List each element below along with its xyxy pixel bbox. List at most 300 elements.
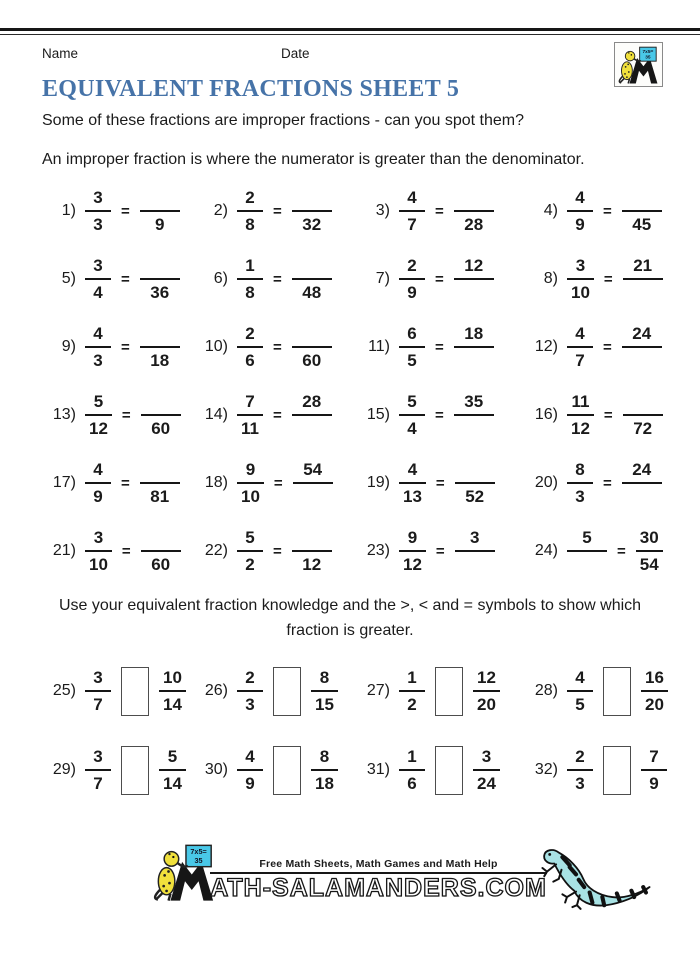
problem-number: 9) bbox=[61, 338, 76, 355]
fraction bbox=[85, 462, 111, 504]
board-text-line2: 35 bbox=[644, 55, 651, 61]
fraction-numerator: 2 bbox=[245, 668, 255, 688]
answer-blank-numerator[interactable] bbox=[140, 462, 180, 482]
fraction-denominator: 3 bbox=[245, 695, 255, 715]
equivalent-fraction-problem bbox=[524, 177, 682, 245]
fraction-numerator: 18 bbox=[464, 324, 484, 343]
problem-number: 20) bbox=[534, 474, 558, 491]
fraction bbox=[237, 258, 263, 300]
fraction bbox=[455, 462, 495, 504]
answer-blank-numerator[interactable] bbox=[292, 326, 332, 346]
fraction-numerator: 3 bbox=[93, 528, 104, 547]
answer-blank-denominator[interactable] bbox=[567, 552, 607, 572]
fraction bbox=[641, 747, 667, 794]
salamander-mascot-icon bbox=[153, 842, 217, 903]
fraction-denominator: 8 bbox=[245, 283, 255, 302]
problem-number: 22) bbox=[204, 542, 228, 559]
comparison-symbol-box[interactable] bbox=[273, 746, 301, 795]
comparison-symbol-box[interactable] bbox=[121, 667, 149, 716]
fraction-denominator: 11 bbox=[241, 419, 259, 438]
equals-sign: = bbox=[273, 542, 282, 560]
fraction-denominator: 5 bbox=[575, 695, 585, 715]
fraction-numerator: 28 bbox=[302, 392, 322, 411]
equals-sign: = bbox=[273, 338, 282, 356]
fraction-numerator: 11 bbox=[571, 392, 590, 411]
fraction-denominator: 15 bbox=[315, 695, 334, 715]
fraction-denominator: 20 bbox=[477, 695, 496, 715]
comparison-symbol-box[interactable] bbox=[435, 667, 463, 716]
comparison-symbol-box[interactable] bbox=[435, 746, 463, 795]
equivalent-fraction-problem bbox=[524, 449, 682, 517]
footer-logo-text bbox=[210, 858, 547, 902]
equivalent-fraction-problem bbox=[194, 245, 356, 313]
fraction bbox=[622, 190, 662, 232]
fraction-numerator: 1 bbox=[245, 256, 255, 275]
fraction-numerator: 3 bbox=[469, 528, 480, 547]
date-label: Date bbox=[281, 46, 310, 61]
fraction-denominator: 3 bbox=[93, 215, 103, 234]
compare-problem bbox=[194, 652, 356, 731]
fraction bbox=[85, 747, 111, 794]
fraction bbox=[140, 326, 180, 368]
fraction-numerator: 3 bbox=[575, 256, 586, 275]
equivalent-fraction-problem bbox=[194, 177, 356, 245]
equals-sign: = bbox=[121, 202, 130, 220]
equivalent-fraction-problem bbox=[42, 313, 194, 381]
equivalent-fraction-problem bbox=[356, 177, 524, 245]
fraction bbox=[399, 190, 425, 232]
fraction bbox=[454, 394, 494, 436]
fraction bbox=[311, 668, 338, 715]
equivalent-fraction-problem bbox=[194, 313, 356, 381]
answer-blank-numerator[interactable] bbox=[292, 530, 332, 550]
fraction bbox=[293, 462, 333, 504]
fraction bbox=[567, 530, 607, 572]
comparison-symbol-box[interactable] bbox=[603, 667, 631, 716]
footer-tagline: Free Math Sheets, Math Games and Math Help bbox=[259, 858, 498, 871]
fraction bbox=[237, 394, 263, 436]
fraction bbox=[141, 394, 181, 436]
fraction-denominator: 60 bbox=[302, 351, 322, 370]
answer-blank-numerator[interactable] bbox=[292, 190, 332, 210]
fraction-denominator: 72 bbox=[633, 419, 653, 438]
fraction-numerator: 4 bbox=[245, 747, 255, 767]
answer-blank-numerator[interactable] bbox=[455, 462, 495, 482]
fraction-numerator: 12 bbox=[464, 256, 484, 275]
fraction-denominator: 18 bbox=[150, 351, 170, 370]
problem-number: 15) bbox=[366, 406, 390, 423]
fraction bbox=[399, 747, 425, 794]
fraction-denominator: 12 bbox=[571, 419, 590, 438]
fraction-numerator: 16 bbox=[645, 668, 664, 688]
fraction-numerator: 10 bbox=[163, 668, 182, 688]
fraction-denominator: 9 bbox=[245, 774, 255, 794]
answer-blank-denominator[interactable] bbox=[454, 348, 494, 368]
compare-instruction-line2: fraction is greater. bbox=[286, 621, 414, 639]
compare-instruction bbox=[0, 594, 700, 644]
fraction-numerator: 4 bbox=[93, 324, 103, 343]
fraction bbox=[85, 190, 111, 232]
fraction bbox=[292, 530, 332, 572]
fraction-numerator: 24 bbox=[632, 460, 652, 479]
fraction bbox=[311, 747, 338, 794]
fraction-denominator: 36 bbox=[150, 283, 170, 302]
problem-number: 19) bbox=[366, 474, 390, 491]
equivalent-fraction-problem bbox=[194, 517, 356, 585]
problem-number: 4) bbox=[543, 202, 558, 219]
fraction bbox=[399, 530, 426, 572]
fraction-denominator: 14 bbox=[163, 774, 182, 794]
equivalent-fraction-problem bbox=[524, 381, 682, 449]
fraction-denominator: 18 bbox=[315, 774, 334, 794]
fraction-denominator: 2 bbox=[407, 695, 417, 715]
salamander-lizard-icon bbox=[537, 845, 655, 911]
answer-blank-numerator[interactable] bbox=[623, 394, 663, 414]
equivalent-problems-grid bbox=[42, 177, 700, 585]
fraction bbox=[454, 258, 494, 300]
problem-number: 12) bbox=[534, 338, 558, 355]
compare-problem bbox=[356, 731, 524, 810]
fraction-denominator: 3 bbox=[575, 774, 585, 794]
fraction bbox=[292, 258, 332, 300]
fraction bbox=[636, 530, 663, 572]
fraction-numerator: 7 bbox=[649, 747, 659, 767]
equivalent-fraction-problem bbox=[42, 245, 194, 313]
fraction-denominator: 12 bbox=[403, 555, 422, 574]
fraction-numerator: 4 bbox=[575, 324, 585, 343]
fraction bbox=[567, 747, 593, 794]
fraction-denominator: 9 bbox=[155, 215, 165, 234]
comparison-symbol-box[interactable] bbox=[603, 746, 631, 795]
fraction bbox=[85, 530, 112, 572]
problem-number: 23) bbox=[366, 542, 390, 559]
fraction-denominator: 20 bbox=[645, 695, 664, 715]
problem-number: 25) bbox=[52, 682, 76, 700]
fraction-denominator: 9 bbox=[93, 487, 103, 506]
equals-sign: = bbox=[121, 542, 131, 560]
equivalent-fraction-problem bbox=[42, 517, 194, 585]
answer-blank-numerator[interactable] bbox=[622, 190, 662, 210]
fraction bbox=[454, 190, 494, 232]
fraction-numerator: 3 bbox=[93, 747, 103, 767]
improper-fraction-note: An improper fraction is where the numerator is greater than the denominator. bbox=[42, 151, 585, 168]
fraction-denominator: 2 bbox=[245, 555, 255, 574]
fraction bbox=[623, 258, 663, 300]
fraction bbox=[85, 258, 111, 300]
fraction-numerator: 54 bbox=[303, 460, 323, 479]
fraction-denominator: 8 bbox=[245, 215, 255, 234]
equals-sign: = bbox=[435, 406, 444, 424]
fraction bbox=[567, 668, 593, 715]
compare-problem bbox=[356, 652, 524, 731]
equals-sign: = bbox=[273, 474, 283, 492]
fraction-numerator: 2 bbox=[245, 324, 255, 343]
equivalent-fraction-problem bbox=[356, 313, 524, 381]
fraction-denominator: 54 bbox=[639, 555, 659, 574]
fraction bbox=[141, 530, 181, 572]
problem-number: 7) bbox=[375, 270, 390, 287]
problem-number: 30) bbox=[204, 761, 228, 779]
problem-number: 29) bbox=[52, 761, 76, 779]
fraction bbox=[237, 190, 263, 232]
compare-problem bbox=[194, 731, 356, 810]
fraction-denominator: 5 bbox=[407, 351, 417, 370]
fraction-numerator: 5 bbox=[245, 528, 255, 547]
fraction bbox=[473, 747, 500, 794]
fraction bbox=[399, 394, 425, 436]
equals-sign: = bbox=[121, 270, 130, 288]
fraction bbox=[641, 668, 668, 715]
fraction-numerator: 2 bbox=[575, 747, 585, 767]
equals-sign: = bbox=[435, 338, 444, 356]
equivalent-fraction-problem bbox=[356, 381, 524, 449]
fraction bbox=[399, 326, 425, 368]
problem-number: 28) bbox=[534, 682, 558, 700]
fraction-denominator: 4 bbox=[93, 283, 103, 302]
problem-number: 3) bbox=[375, 202, 390, 219]
board-text-line2: 35 bbox=[194, 855, 203, 865]
answer-blank-denominator[interactable] bbox=[623, 280, 663, 300]
equivalent-fraction-problem bbox=[524, 245, 682, 313]
equivalent-fraction-problem bbox=[356, 449, 524, 517]
fraction-denominator: 3 bbox=[93, 351, 103, 370]
problem-number: 10) bbox=[204, 338, 228, 355]
fraction bbox=[567, 462, 593, 504]
equivalent-fraction-problem bbox=[42, 381, 194, 449]
fraction-numerator: 3 bbox=[93, 256, 103, 275]
compare-problems-grid bbox=[42, 652, 700, 810]
fraction bbox=[237, 326, 263, 368]
page-title: EQUIVALENT FRACTIONS SHEET 5 bbox=[42, 76, 460, 102]
fraction-denominator: 81 bbox=[150, 487, 170, 506]
fraction-denominator: 9 bbox=[407, 283, 417, 302]
compare-problem bbox=[42, 652, 194, 731]
fraction bbox=[567, 326, 593, 368]
fraction-denominator: 6 bbox=[245, 351, 255, 370]
equivalent-fraction-problem bbox=[194, 449, 356, 517]
equals-sign: = bbox=[435, 474, 445, 492]
fraction-numerator: 4 bbox=[575, 188, 585, 207]
fraction bbox=[159, 747, 186, 794]
compare-problem bbox=[524, 731, 682, 810]
problem-number: 32) bbox=[534, 761, 558, 779]
compare-problem bbox=[524, 652, 682, 731]
equals-sign: = bbox=[603, 202, 612, 220]
equals-sign: = bbox=[435, 202, 444, 220]
problem-number: 31) bbox=[366, 761, 390, 779]
salamander-mascot-icon bbox=[618, 45, 660, 85]
fraction-numerator: 3 bbox=[481, 747, 492, 767]
fraction-denominator: 13 bbox=[403, 487, 422, 506]
fraction-numerator: 12 bbox=[477, 668, 496, 688]
math-salamanders-logo-badge bbox=[614, 42, 663, 87]
equivalent-fraction-problem bbox=[194, 381, 356, 449]
fraction-denominator: 7 bbox=[93, 774, 103, 794]
fraction bbox=[623, 394, 663, 436]
problem-number: 26) bbox=[204, 682, 228, 700]
fraction-denominator: 45 bbox=[632, 215, 652, 234]
answer-blank-numerator[interactable] bbox=[140, 326, 180, 346]
footer bbox=[0, 842, 700, 954]
fraction-denominator: 32 bbox=[302, 215, 322, 234]
fraction-denominator: 7 bbox=[575, 351, 585, 370]
equals-sign: = bbox=[121, 406, 131, 424]
fraction-numerator: 8 bbox=[319, 668, 330, 688]
fraction-numerator: 2 bbox=[407, 256, 417, 275]
fraction-numerator: 4 bbox=[575, 668, 585, 688]
fraction-numerator: 7 bbox=[245, 392, 255, 411]
fraction bbox=[292, 326, 332, 368]
fraction-numerator: 4 bbox=[407, 460, 418, 479]
equivalent-fraction-problem bbox=[524, 313, 682, 381]
fraction-numerator: 4 bbox=[93, 460, 103, 479]
problem-number: 13) bbox=[52, 406, 76, 423]
answer-blank-denominator[interactable] bbox=[455, 552, 495, 572]
fraction-numerator: 35 bbox=[464, 392, 484, 411]
fraction bbox=[399, 258, 425, 300]
fraction bbox=[567, 394, 594, 436]
fraction bbox=[85, 394, 112, 436]
problem-number: 16) bbox=[534, 406, 558, 423]
subtitle-text: Some of these fractions are improper fractions - can you spot them? bbox=[42, 112, 525, 129]
equivalent-fraction-problem bbox=[524, 517, 682, 585]
fraction-numerator: 9 bbox=[245, 460, 256, 479]
answer-blank-numerator[interactable] bbox=[141, 530, 181, 550]
fraction bbox=[159, 668, 186, 715]
fraction-denominator: 24 bbox=[477, 774, 496, 794]
fraction-numerator: 24 bbox=[632, 324, 652, 343]
fraction bbox=[292, 394, 332, 436]
answer-blank-denominator[interactable] bbox=[292, 416, 332, 436]
top-divider bbox=[0, 28, 700, 35]
board-text-line1: 7x5= bbox=[642, 49, 653, 55]
fraction bbox=[622, 462, 662, 504]
fraction-denominator: 7 bbox=[93, 695, 103, 715]
fraction-numerator: 21 bbox=[633, 256, 653, 275]
answer-blank-numerator[interactable] bbox=[141, 394, 181, 414]
answer-blank-numerator[interactable] bbox=[454, 190, 494, 210]
equals-sign: = bbox=[121, 474, 130, 492]
equivalent-fraction-problem bbox=[42, 177, 194, 245]
problem-number: 1) bbox=[61, 202, 76, 219]
equivalent-fraction-problem bbox=[42, 449, 194, 517]
fraction-numerator: 4 bbox=[407, 188, 417, 207]
fraction-denominator: 14 bbox=[163, 695, 182, 715]
answer-blank-numerator[interactable] bbox=[292, 258, 332, 278]
equals-sign: = bbox=[603, 270, 613, 288]
fraction bbox=[237, 530, 263, 572]
equals-sign: = bbox=[603, 338, 612, 356]
comparison-symbol-box[interactable] bbox=[121, 746, 149, 795]
fraction bbox=[85, 326, 111, 368]
fraction-denominator: 10 bbox=[241, 487, 260, 506]
fraction bbox=[399, 668, 425, 715]
fraction bbox=[85, 668, 111, 715]
site-name: ATH-SALAMANDERS.COM bbox=[210, 874, 547, 903]
fraction-numerator: 8 bbox=[319, 747, 330, 767]
fraction bbox=[473, 668, 500, 715]
fraction-denominator: 9 bbox=[575, 215, 585, 234]
answer-blank-denominator[interactable] bbox=[454, 416, 494, 436]
fraction bbox=[292, 190, 332, 232]
equals-sign: = bbox=[273, 406, 282, 424]
fraction-numerator: 5 bbox=[582, 528, 592, 547]
fraction-numerator: 3 bbox=[93, 668, 103, 688]
fraction bbox=[140, 462, 180, 504]
answer-blank-denominator[interactable] bbox=[622, 348, 662, 368]
fraction-numerator: 2 bbox=[245, 188, 255, 207]
meta-row bbox=[0, 35, 700, 61]
equals-sign: = bbox=[603, 474, 612, 492]
fraction-denominator: 9 bbox=[649, 774, 659, 794]
fraction-denominator: 3 bbox=[575, 487, 585, 506]
fraction-denominator: 48 bbox=[302, 283, 322, 302]
problem-number: 2) bbox=[213, 202, 228, 219]
compare-instruction-line1: Use your equivalent fraction knowledge and the >, < and = symbols to show which bbox=[58, 597, 642, 614]
board-text-line1: 7x5= bbox=[190, 846, 207, 856]
fraction bbox=[237, 747, 263, 794]
problem-number: 17) bbox=[52, 474, 76, 491]
problem-number: 18) bbox=[204, 474, 228, 491]
fraction-numerator: 8 bbox=[575, 460, 585, 479]
comparison-symbol-box[interactable] bbox=[273, 667, 301, 716]
fraction bbox=[567, 258, 594, 300]
problem-number: 6) bbox=[213, 270, 228, 287]
equals-sign: = bbox=[435, 270, 444, 288]
equals-sign: = bbox=[603, 406, 613, 424]
answer-blank-denominator[interactable] bbox=[622, 484, 662, 504]
equals-sign: = bbox=[435, 542, 445, 560]
fraction-numerator: 9 bbox=[407, 528, 418, 547]
fraction-numerator: 3 bbox=[93, 188, 103, 207]
fraction-numerator: 1 bbox=[407, 668, 417, 688]
answer-blank-denominator[interactable] bbox=[293, 484, 333, 504]
fraction-denominator: 28 bbox=[464, 215, 484, 234]
fraction-denominator: 60 bbox=[151, 555, 171, 574]
fraction-denominator: 7 bbox=[407, 215, 417, 234]
fraction bbox=[455, 530, 495, 572]
answer-blank-numerator[interactable] bbox=[140, 190, 180, 210]
fraction-denominator: 12 bbox=[302, 555, 322, 574]
fraction bbox=[237, 462, 264, 504]
answer-blank-numerator[interactable] bbox=[140, 258, 180, 278]
fraction-numerator: 5 bbox=[167, 747, 178, 767]
compare-problem bbox=[42, 731, 194, 810]
fraction bbox=[140, 258, 180, 300]
fraction-numerator: 30 bbox=[639, 528, 659, 547]
fraction bbox=[622, 326, 662, 368]
fraction-numerator: 5 bbox=[93, 392, 104, 411]
fraction-denominator: 52 bbox=[465, 487, 485, 506]
problem-number: 14) bbox=[204, 406, 228, 423]
name-label: Name bbox=[42, 46, 79, 61]
fraction-denominator: 4 bbox=[407, 419, 417, 438]
problem-number: 11) bbox=[368, 338, 390, 355]
answer-blank-denominator[interactable] bbox=[454, 280, 494, 300]
equals-sign: = bbox=[273, 202, 282, 220]
fraction-denominator: 12 bbox=[89, 419, 108, 438]
fraction-numerator: 5 bbox=[407, 392, 417, 411]
fraction bbox=[454, 326, 494, 368]
problem-number: 5) bbox=[61, 270, 76, 287]
problem-number: 21) bbox=[52, 542, 76, 559]
fraction bbox=[237, 668, 263, 715]
problem-number: 27) bbox=[366, 682, 390, 700]
fraction bbox=[140, 190, 180, 232]
fraction-numerator: 1 bbox=[407, 747, 417, 767]
fraction-denominator: 60 bbox=[151, 419, 171, 438]
problem-number: 8) bbox=[543, 270, 558, 287]
